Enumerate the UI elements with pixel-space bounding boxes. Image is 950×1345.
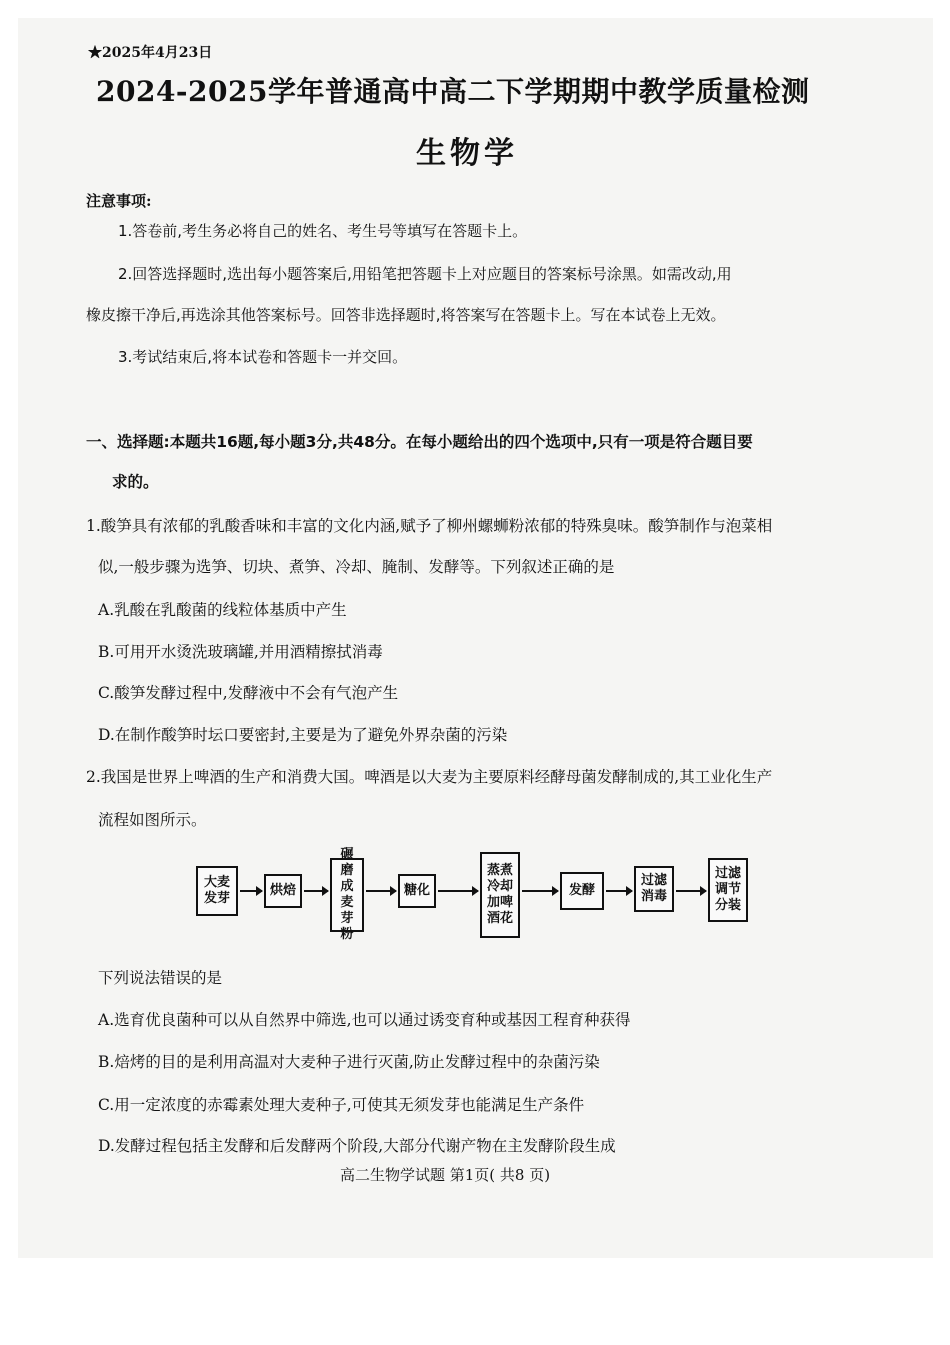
flow-step-fermentation: [560, 872, 604, 910]
flow-step-label: 烘焙: [269, 883, 296, 898]
page-footer: 高二生物学试题 第1页( 共8 页): [340, 1166, 551, 1184]
flow-step-label: 过滤调节分装: [714, 866, 741, 913]
flow-step-label: 蒸煮冷却加啤酒花: [486, 863, 513, 926]
flow-step-label: 碾磨成麦芽粉: [340, 847, 354, 942]
q1-option-a: A.乳酸在乳酸菌的线粒体基质中产生: [98, 601, 347, 619]
notice-item-2-cont: 橡皮擦干净后,再选涂其他答案标号。回答非选择题时,将答案写在答题卡上。写在本试卷上无效。: [86, 306, 726, 324]
flow-arrow: [240, 890, 262, 892]
exam-subject: 生物学: [416, 136, 518, 171]
flow-step-filter-sterilize: [634, 866, 674, 912]
notice-item-2: 2.回答选择题时,选出每小题答案后,用铅笔把答题卡上对应题目的答案标号涂黑。如需改动,用: [118, 265, 732, 283]
section-heading-cont: 求的。: [112, 473, 159, 491]
q2-option-a: A.选育优良菌种可以从自然界中筛选,也可以通过诱变育种或基因工程育种获得: [98, 1011, 631, 1029]
flow-arrow: [304, 890, 328, 892]
flow-arrow: [438, 890, 478, 892]
notice-item-3: 3.考试结束后,将本试卷和答题卡一并交回。: [118, 348, 408, 366]
flow-step-grinding: [330, 847, 364, 942]
flow-arrow: [606, 890, 632, 892]
flow-arrow: [366, 890, 396, 892]
question-1-stem-cont: 似,一般步骤为选笋、切块、煮笋、冷却、腌制、发酵等。下列叙述正确的是: [98, 558, 615, 576]
flow-arrow: [676, 890, 706, 892]
notice-item-1: 1.答卷前,考生务必将自己的姓名、考生号等填写在答题卡上。: [118, 222, 528, 240]
question-1-stem: 1.酸笋具有浓郁的乳酸香味和丰富的文化内涵,赋予了柳州螺蛳粉浓郁的特殊臭味。酸笋制作与泡菜相: [86, 517, 773, 535]
flow-arrow: [522, 890, 558, 892]
flow-step-barley-germination: [196, 866, 238, 916]
flow-step-label: 过滤消毒: [640, 873, 667, 904]
question-2-stem-cont: 流程如图所示。: [98, 811, 207, 829]
flow-step-packaging: [708, 858, 748, 922]
brewing-flow-diagram: [188, 847, 768, 942]
question-2-prompt: 下列说法错误的是: [98, 969, 223, 987]
flow-step-label: 发酵: [568, 883, 595, 898]
exam-title: 2024-2025学年普通高中高二下学期期中教学质量检测: [96, 75, 810, 108]
q1-option-b: B.可用开水烫洗玻璃罐,并用酒精擦拭消毒: [98, 643, 383, 661]
notice-heading: 注意事项:: [86, 192, 152, 210]
flow-step-label: 大麦发芽: [203, 875, 230, 906]
q2-option-b: B.焙烤的目的是利用高温对大麦种子进行灭菌,防止发酵过程中的杂菌污染: [98, 1053, 600, 1071]
flow-step-boiling: [480, 852, 520, 938]
exam-date: ★2025年4月23日: [88, 45, 213, 61]
q1-option-d: D.在制作酸笋时坛口要密封,主要是为了避免外界杂菌的污染: [98, 726, 508, 744]
q2-option-d: D.发酵过程包括主发酵和后发酵两个阶段,大部分代谢产物在主发酵阶段生成: [98, 1137, 616, 1155]
q1-option-c: C.酸笋发酵过程中,发酵液中不会有气泡产生: [98, 684, 399, 702]
question-2-stem: 2.我国是世界上啤酒的生产和消费大国。啤酒是以大麦为主要原料经酵母菌发酵制成的,其工业化生产: [86, 768, 773, 786]
section-heading: 一、选择题:本题共16题,每小题3分,共48分。在每小题给出的四个选项中,只有一项是符合题目要: [86, 433, 753, 451]
exam-page: [18, 18, 933, 1258]
q2-option-c: C.用一定浓度的赤霉素处理大麦种子,可使其无须发芽也能满足生产条件: [98, 1096, 585, 1114]
flow-step-saccharification: [398, 874, 436, 908]
flow-step-baking: [264, 874, 302, 908]
flow-step-label: 糖化: [403, 883, 430, 898]
